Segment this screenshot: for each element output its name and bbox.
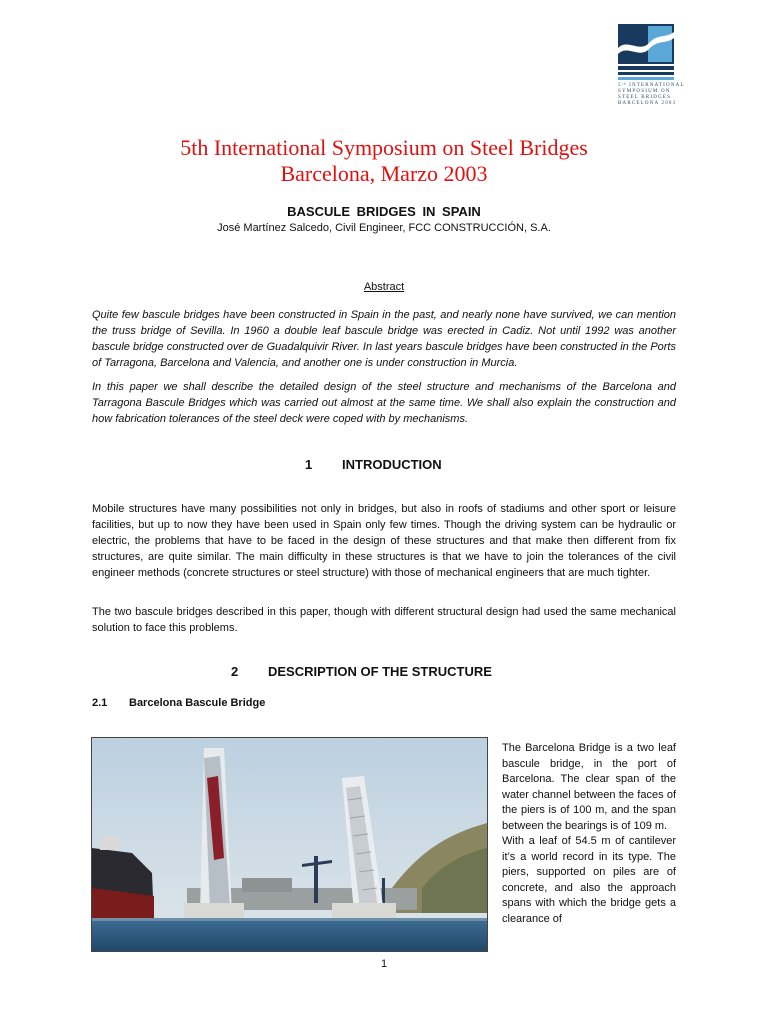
bridge-description-part-1: The Barcelona Bridge is a two leaf bascule bridge, in the port of Barcelona. The clear span of the water channel between the faces of the piers is of 100 m, and the span between the bearings is of 109 m.: [502, 742, 676, 832]
section-1-paragraph-2: The two bascule bridges described in this paper, though with different structural design had used the same mechanical solution to face this problems.: [92, 606, 676, 634]
page-number: 1: [380, 958, 388, 970]
section-2-title: DESCRIPTION OF THE STRUCTURE: [268, 664, 492, 679]
logo-wordmark: [618, 83, 685, 107]
subsection-title: Barcelona Bascule Bridge: [129, 697, 266, 709]
subsection-number: 2.1: [92, 697, 108, 709]
abstract-paragraph-2: In this paper we shall describe the detailed design of the steel structure and mechanisms of the Barcelona and Tarragona Bascule Bridges which was carried out almost at the same time. We shall also explain the construction and how fabrication tolerances of the steel deck were coped with by mechanisms.: [92, 381, 676, 425]
bridge-photo: [91, 737, 488, 952]
section-1-title: INTRODUCTION: [342, 457, 442, 472]
symposium-location: Barcelona, Marzo 2003: [280, 161, 488, 186]
logo-line: 5ᵗʰ INTERNATIONAL: [618, 83, 685, 88]
section-2-number: 2: [231, 664, 239, 679]
abstract-paragraph-1: Quite few bascule bridges have been constructed in Spain in the past, and nearly none have survived, we can mention the truss bridge of Sevilla. In 1960 a double leaf bascule bridge was erected in Cadiz. Not until 1992 was another bascule bridge constructed over de Guadalquivir River. In last years bascule bridges have been constructed in the Ports of Tarragona, Barcelona and Valencia, and another one is under construction in Murcia.: [92, 309, 676, 369]
symposium-title: 5th International Symposium on Steel Bridges: [180, 135, 588, 160]
logo-line: SYMPOSIUM ON: [618, 89, 671, 94]
logo-line: STEEL BRIDGES: [618, 95, 672, 100]
section-1-number: 1: [305, 457, 313, 472]
paper-authors: José Martínez Salcedo, Civil Engineer, FCC CONSTRUCCIÓN, S.A.: [217, 222, 551, 234]
bascule-bridge-illustration: [92, 738, 487, 951]
bridge-description-part-2: With a leaf of 54.5 m of cantilever it’s a world record in its type. The piers, supported on piles are of concrete, and also the approach spans with which the bridge gets a clearance of: [502, 835, 676, 925]
symposium-logo: [618, 24, 685, 107]
logo-line: BARCELONA 2003: [618, 101, 677, 106]
section-1-paragraph-1: Mobile structures have many possibilities not only in bridges, but also in roofs of stadiums and other sport or leisure facilities, but up to now they have been used in Spain only few times. Though the driving system can be hydraulic or electric, the problems that have to be faced in the design of these structures and that make then different from fix structures, are quite similar. The main difficulty in these structures is that we have to join the tolerances of the civil engineer methods (concrete structures or steel structure) with those of mechanical engineers that are much tighter.: [92, 503, 676, 579]
abstract-heading: Abstract: [363, 281, 405, 293]
logo-graphic-icon: [618, 24, 674, 80]
bridge-description: [502, 741, 676, 927]
paper-title: BASCULE BRIDGES IN SPAIN: [287, 204, 481, 219]
